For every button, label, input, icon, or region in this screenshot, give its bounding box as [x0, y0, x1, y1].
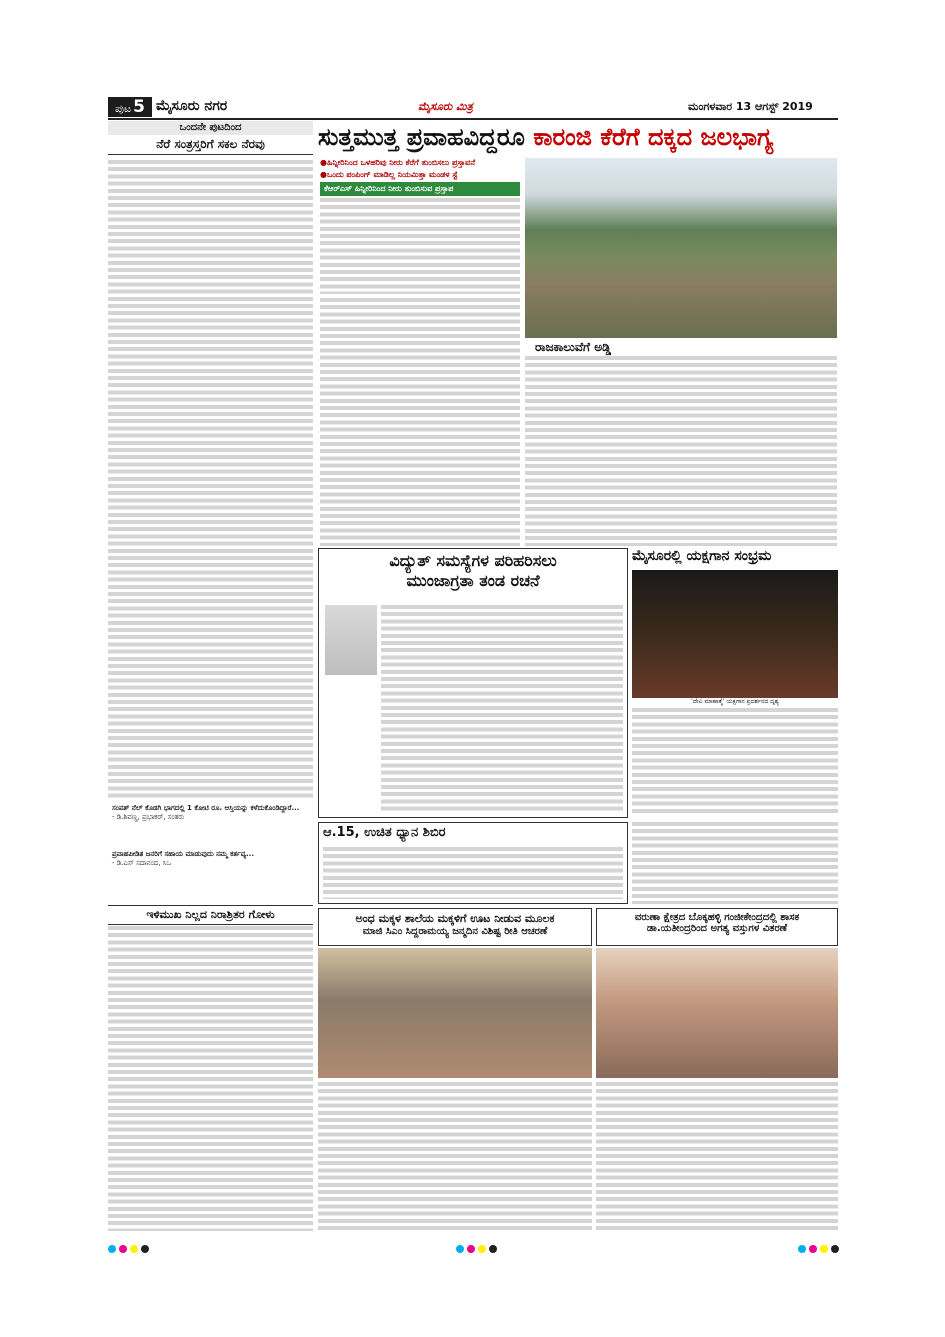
- reg-dot: [478, 1245, 486, 1253]
- quote-2-text: ಪ್ರವಾಹಪೀಡಿತ ಜನರಿಗೆ ಸಹಾಯ ಮಾಡುವುದು ನಮ್ಮ ಕರ್ತವ್ಯ...: [112, 850, 255, 858]
- bottom-left-headline-box: [318, 908, 592, 946]
- bottom-right-photo: [596, 948, 838, 1078]
- box-meditation-body: [323, 847, 623, 899]
- quote-2-source: - ಡಿ.ಎಸ್ ಸದಾನಂದ, ಸಿಒ: [112, 858, 172, 867]
- section-title: ಮೈಸೂರು ನಗರ: [156, 98, 228, 114]
- box-meditation-headline: ಆ.15, ಉಚಿತ ಧ್ಯಾನ ಶಿಬಿರ: [323, 825, 446, 840]
- reg-dot: [119, 1245, 127, 1253]
- bottom-right-headline-2: ಡಾ.ಯತೀಂದ್ರರಿಂದ ಅಗತ್ಯ ವಸ್ತುಗಳ ವಿತರಣೆ: [646, 923, 788, 934]
- reg-dot: [489, 1245, 497, 1253]
- page-number: 5: [133, 97, 145, 117]
- left-headline-2: ಇಳಿಮುಖ ನಿಲ್ಲದ ನಿರಾಶ್ರಿತರ ಗೋಳು: [108, 905, 313, 925]
- reg-dot: [108, 1245, 116, 1253]
- continued-header: ಒಂದನೇ ಪುಟದಿಂದ: [108, 121, 313, 135]
- registration-dots-center: [456, 1238, 500, 1257]
- box-power: [318, 548, 628, 818]
- lead-headline-part1: ಸುತ್ತಮುತ್ತ ಪ್ರವಾಹವಿದ್ದರೂ: [318, 123, 525, 151]
- reg-dot: [809, 1245, 817, 1253]
- page-number-box: [108, 97, 152, 117]
- lead-bullet-2: ●ಒಂದು ಪಂಪಿಂಗ್ ಮಾಡಿಲ್ಲ ನಿಯಮಿತ್ತಾ ಮಂಡಳ ಸ್ಟೆ: [320, 170, 458, 179]
- lake-photo: [525, 158, 837, 338]
- box-power-headline-1: ವಿದ್ಯುತ್ ಸಮಸ್ಯೆಗಳ ಪರಿಹರಿಸಲು: [389, 551, 557, 570]
- reg-dot: [456, 1245, 464, 1253]
- lead-body-3: [525, 356, 837, 546]
- bottom-left-headline-2: ಮಾಜಿ ಸಿಎಂ ಸಿದ್ದರಾಮಯ್ಯ ಜನ್ಮದಿನ ವಿಶಿಷ್ಟ ರೀತಿ ಆಚರಣೆ: [362, 926, 548, 937]
- reg-dot: [798, 1245, 806, 1253]
- quote-1-source: - ಡಿ.ಶಿವಣ್ಣ, ಪ್ರಭಾಕರ್, ಸಂತರು: [112, 812, 185, 821]
- page-label: ಪುಟ: [115, 102, 132, 115]
- bottom-left-body: [318, 1082, 592, 1232]
- paper-name: ಮೈಸೂರು ಮಿತ್ರ: [418, 100, 473, 113]
- green-subheading-bar: ಕೆಆರ್‌ಎಸ್ ಹಿನ್ನೀರಿನಿಂದ ನೀರು ತುಂಬಿಸುವ ಪ್ರಸ್ತಾಪ: [320, 182, 520, 196]
- yakshagana-photo-caption: 'ದೇವಿ ಮಾಹಾತ್ಮೆ' ಯಕ್ಷಗಾನ ಪ್ರದರ್ಶನದ ದೃಶ್ಯ: [691, 698, 779, 705]
- box-power-headline-2: ಮುಂಜಾಗ್ರತಾ ತಂಡ ರಚನೆ: [406, 571, 540, 590]
- box-meditation: [318, 822, 628, 904]
- bottom-right-body: [596, 1082, 838, 1232]
- lead-body-2: [320, 298, 520, 546]
- reg-dot: [467, 1245, 475, 1253]
- quote-1: [112, 804, 310, 821]
- box-yakshagana-headline: ಮೈಸೂರಲ್ಲಿ ಯಕ್ಷಗಾನ ಸಂಭ್ರಮ: [632, 548, 772, 564]
- reg-dot: [130, 1245, 138, 1253]
- yakshagana-photo: [632, 570, 838, 698]
- bottom-right-headline-box: [596, 908, 838, 946]
- registration-dots-right: [798, 1238, 842, 1257]
- lead-bullet-1: ●ಹಿನ್ನೀರಿನಿಂದ ಒಳಹರಿವು ನೀರು ಕೆರೆಗೆ ತುಂಬಿಸಲು ಪ್ರಸ್ತಾವನೆ: [320, 158, 476, 167]
- left-body-text-2: [108, 926, 313, 1231]
- reg-dot: [820, 1245, 828, 1253]
- bottom-right-headline-1: ವರುಣಾ ಕ್ಷೇತ್ರದ ಬೊಕ್ಕಹಳ್ಳಿ ಗಂಜೀಕೇಂದ್ರದಲ್ಲಿ ಶಾಸಕ: [634, 912, 800, 923]
- power-tower-photo: [325, 605, 377, 675]
- bottom-left-headline-1: ಅಂಧ ಮಕ್ಕಳ ಶಾಲೆಯ ಮಕ್ಕಳಿಗೆ ಊಟ ನೀಡುವ ಮೂಲಕ: [355, 912, 555, 925]
- reg-dot: [831, 1245, 839, 1253]
- box-yakshagana: [632, 548, 838, 816]
- box-yakshagana-body: [632, 708, 838, 816]
- page-date: ಮಂಗಳವಾರ 13 ಆಗಸ್ಟ್ 2019: [688, 100, 813, 113]
- left-headline: ನೆರೆ ಸಂತ್ರಸ್ತರಿಗೆ ಸಕಲ ನೆರವು: [108, 137, 313, 155]
- left-body-text: [108, 160, 313, 800]
- lead-headline: [318, 118, 838, 156]
- quote-1-text: ಸಂಪತ್ ನೆಲ್ ಕೊಡಗಿ ಭಾಗದಲ್ಲಿ 1 ಕೋಟಿ ರೂ. ಆಸ್ತಿಯನ್ನು ಕಳೆದುಕೊಂಡಿದ್ದಾರೆ...: [112, 804, 300, 812]
- box-power-body: [381, 605, 623, 811]
- reg-dot: [141, 1245, 149, 1253]
- lead-headline-part2: ಕಾರಂಜಿ ಕೆರೆಗೆ ದಕ್ಕದ ಜಲಭಾಗ್ಯ: [533, 123, 774, 151]
- bottom-left-photo: [318, 948, 592, 1078]
- quote-2: [112, 850, 310, 867]
- registration-dots-left: [108, 1238, 152, 1257]
- yakshagana-body-2: [632, 822, 838, 904]
- lead-subhead: ರಾಜಕಾಲುವೆಗೆ ಅಡ್ಡಿ: [535, 340, 612, 354]
- lead-body-1: [320, 198, 520, 294]
